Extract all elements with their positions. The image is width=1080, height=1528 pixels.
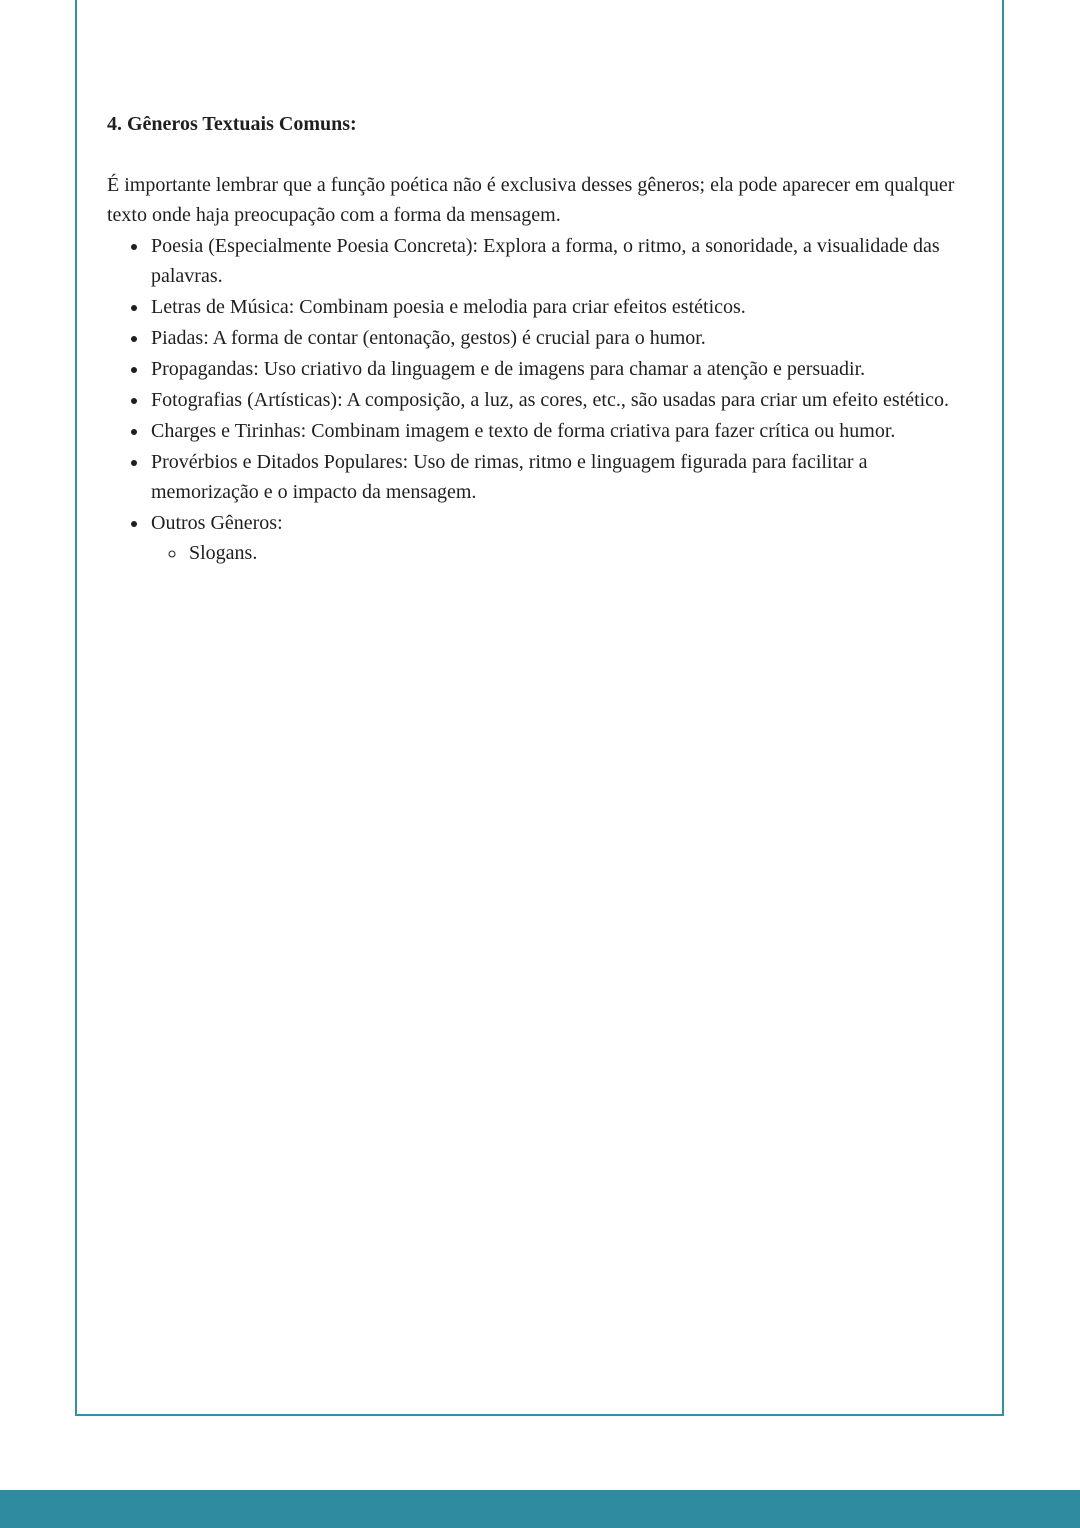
list-item-text: Provérbios e Ditados Populares: Uso de rimas, ritmo e linguagem figurada para facilitar a memorização e o impacto da mensagem. xyxy=(151,451,868,503)
footer-bar xyxy=(0,1490,1080,1528)
list-item xyxy=(149,323,958,353)
list-item xyxy=(149,292,958,322)
list-item-text: Letras de Música: Combinam poesia e melodia para criar efeitos estéticos. xyxy=(151,296,746,318)
list-item-text: Poesia (Especialmente Poesia Concreta): Explora a forma, o ritmo, a sonoridade, a visualidade das palavras. xyxy=(151,235,940,287)
sub-list xyxy=(151,538,958,568)
sub-list-item xyxy=(187,538,958,568)
list-item xyxy=(149,508,958,568)
list-item-text: Outros Gêneros: xyxy=(151,512,283,534)
list-item-text: Fotografias (Artísticas): A composição, a luz, as cores, etc., são usadas para criar um efeito estético. xyxy=(151,389,950,411)
sub-list-item-text: Slogans. xyxy=(189,542,258,564)
genre-list xyxy=(107,231,958,568)
list-item-text: Charges e Tirinhas: Combinam imagem e texto de forma criativa para fazer crítica ou humor. xyxy=(151,420,896,442)
page-border-frame xyxy=(75,0,1004,1416)
list-item xyxy=(149,416,958,446)
list-item xyxy=(149,354,958,384)
list-item xyxy=(149,447,958,507)
list-item-text: Piadas: A forma de contar (entonação, gestos) é crucial para o humor. xyxy=(151,327,706,349)
intro-paragraph: É importante lembrar que a função poética não é exclusiva desses gêneros; ela pode aparecer em qualquer texto onde haja preocupação com a forma da mensagem. xyxy=(107,174,955,226)
list-item-text: Propagandas: Uso criativo da linguagem e de imagens para chamar a atenção e persuadir. xyxy=(151,358,866,380)
page-content xyxy=(77,0,1002,568)
list-item xyxy=(149,385,958,415)
section-heading: 4. Gêneros Textuais Comuns: xyxy=(107,113,357,135)
list-item xyxy=(149,231,958,291)
